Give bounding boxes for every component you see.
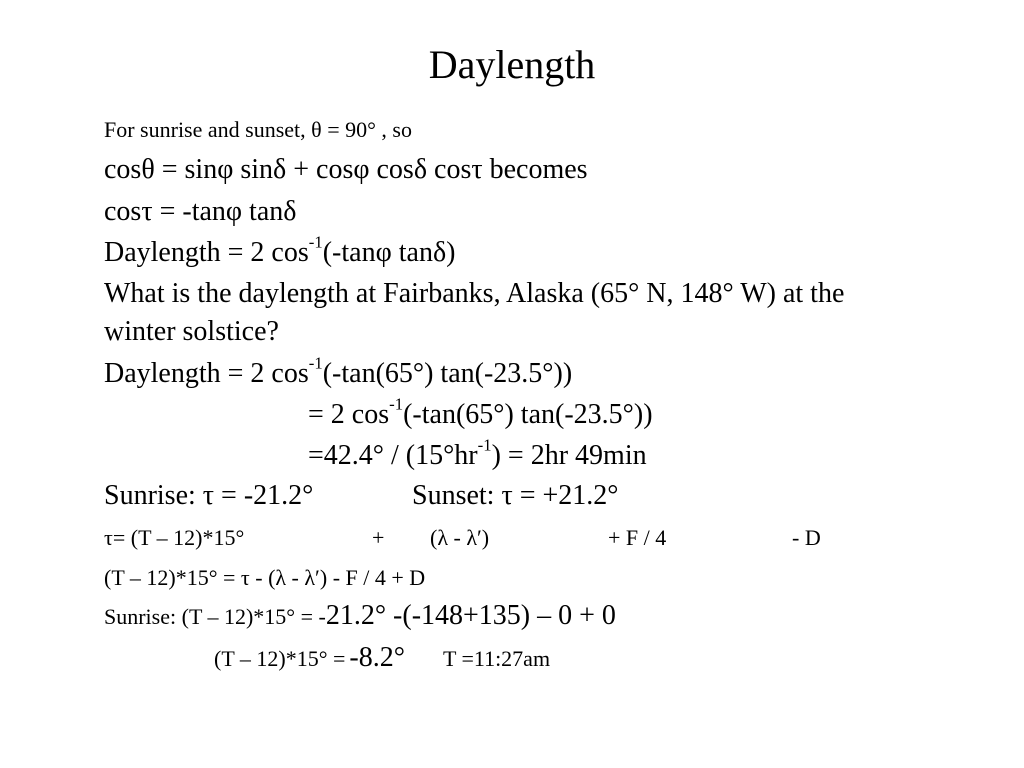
line-4 <box>104 232 456 271</box>
line-13-text-b: 21.2° -(-148+135) – 0 + 0 <box>325 600 616 631</box>
line-12: (T – 12)*15° = τ - (λ - λ′) - F / 4 + D <box>104 565 426 590</box>
line-14-text-b: -8.2° <box>349 642 405 673</box>
line-9-text-a: =42.4° / (15°hr <box>308 440 478 471</box>
line-11-b: + <box>372 525 385 550</box>
line-5: What is the daylength at Fairbanks, Alaska (65° N, 148° W) at the <box>104 278 845 309</box>
line-11-e: - D <box>792 525 821 550</box>
slide-title: Daylength <box>428 42 596 87</box>
line-7 <box>104 353 573 392</box>
line-7-superscript: -1 <box>308 353 323 373</box>
line-14-text-a: (T – 12)*15° = <box>214 646 346 671</box>
line-4-text-a: Daylength = 2 cos <box>104 237 309 268</box>
line-10-sunrise: Sunrise: τ = -21.2° <box>104 480 314 511</box>
line-4-superscript: -1 <box>308 232 323 252</box>
line-7-text-b: (-tan(65°) tan(-23.5°)) <box>322 358 573 389</box>
line-9-text-b: ) = 2hr 49min <box>491 440 647 471</box>
line-4-text-b: (-tanφ tanδ) <box>322 237 456 268</box>
line-2: cosθ = sinφ sinδ + cosφ cosδ cosτ becomes <box>104 154 588 185</box>
line-13 <box>104 598 616 638</box>
line-1: For sunrise and sunset, θ = 90° , so <box>104 117 412 142</box>
line-14 <box>214 640 550 680</box>
line-9 <box>308 435 647 474</box>
line-13-text-a: Sunrise: (T – 12)*15° = - <box>104 604 326 629</box>
line-8-text-b: (-tan(65°) tan(-23.5°)) <box>403 399 653 430</box>
line-7-text-a: Daylength = 2 cos <box>104 358 309 389</box>
line-6: winter solstice? <box>104 316 279 347</box>
line-8-superscript: -1 <box>389 394 404 414</box>
line-8-text-a: = 2 cos <box>308 399 390 430</box>
line-11-d: + F / 4 <box>608 525 667 550</box>
line-10-sunset: Sunset: τ = +21.2° <box>412 480 619 511</box>
line-8 <box>308 394 653 433</box>
line-11-a: τ= (T – 12)*15° <box>104 525 245 550</box>
line-14-text-c: T =11:27am <box>442 646 551 671</box>
line-3: cosτ = -tanφ tanδ <box>104 196 297 227</box>
line-11-c: (λ - λ′) <box>430 525 490 550</box>
line-9-superscript: -1 <box>477 435 492 455</box>
